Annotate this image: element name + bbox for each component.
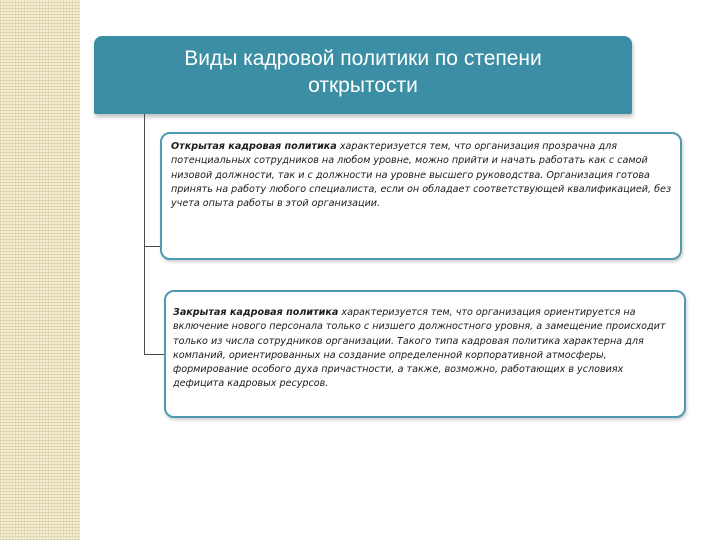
connector-line-card-1 xyxy=(144,246,160,247)
connector-vertical-line xyxy=(144,114,145,355)
slide-title: Виды кадровой политики по степени открытости xyxy=(184,47,542,97)
side-pattern-decoration xyxy=(0,0,80,540)
card-closed-policy xyxy=(164,290,686,418)
title-box xyxy=(94,36,632,114)
card-text: характеризуется тем, что организация прозрачна для потенциальных сотрудников на любом уровне, можно прийти и начать работать как с самой низовой должности, так и с должности на уровне высшего руководства. Организация готова принять на работу любого специалиста, если он обладает соответствующей квалификацией, без учета опыта работы в этой организации. xyxy=(171,141,672,210)
connector-line-card-2 xyxy=(144,354,164,355)
card-term: Закрытая кадровая политика xyxy=(173,307,339,318)
card-text: характеризуется тем, что организация ориентируется на включение нового персонала только с низшего должностного уровня, а замещение происходит только из числа сотрудников организации. Такого типа кадровая политика характерна для компаний, ориентированных на создание определенной корпоративной атмосферы, формирование особого духа причастности, а также, возможно, работающих в условиях дефицита кадровых ресурсов. xyxy=(173,307,666,390)
card-open-policy xyxy=(160,132,682,260)
card-term: Открытая кадровая политика xyxy=(171,141,337,152)
